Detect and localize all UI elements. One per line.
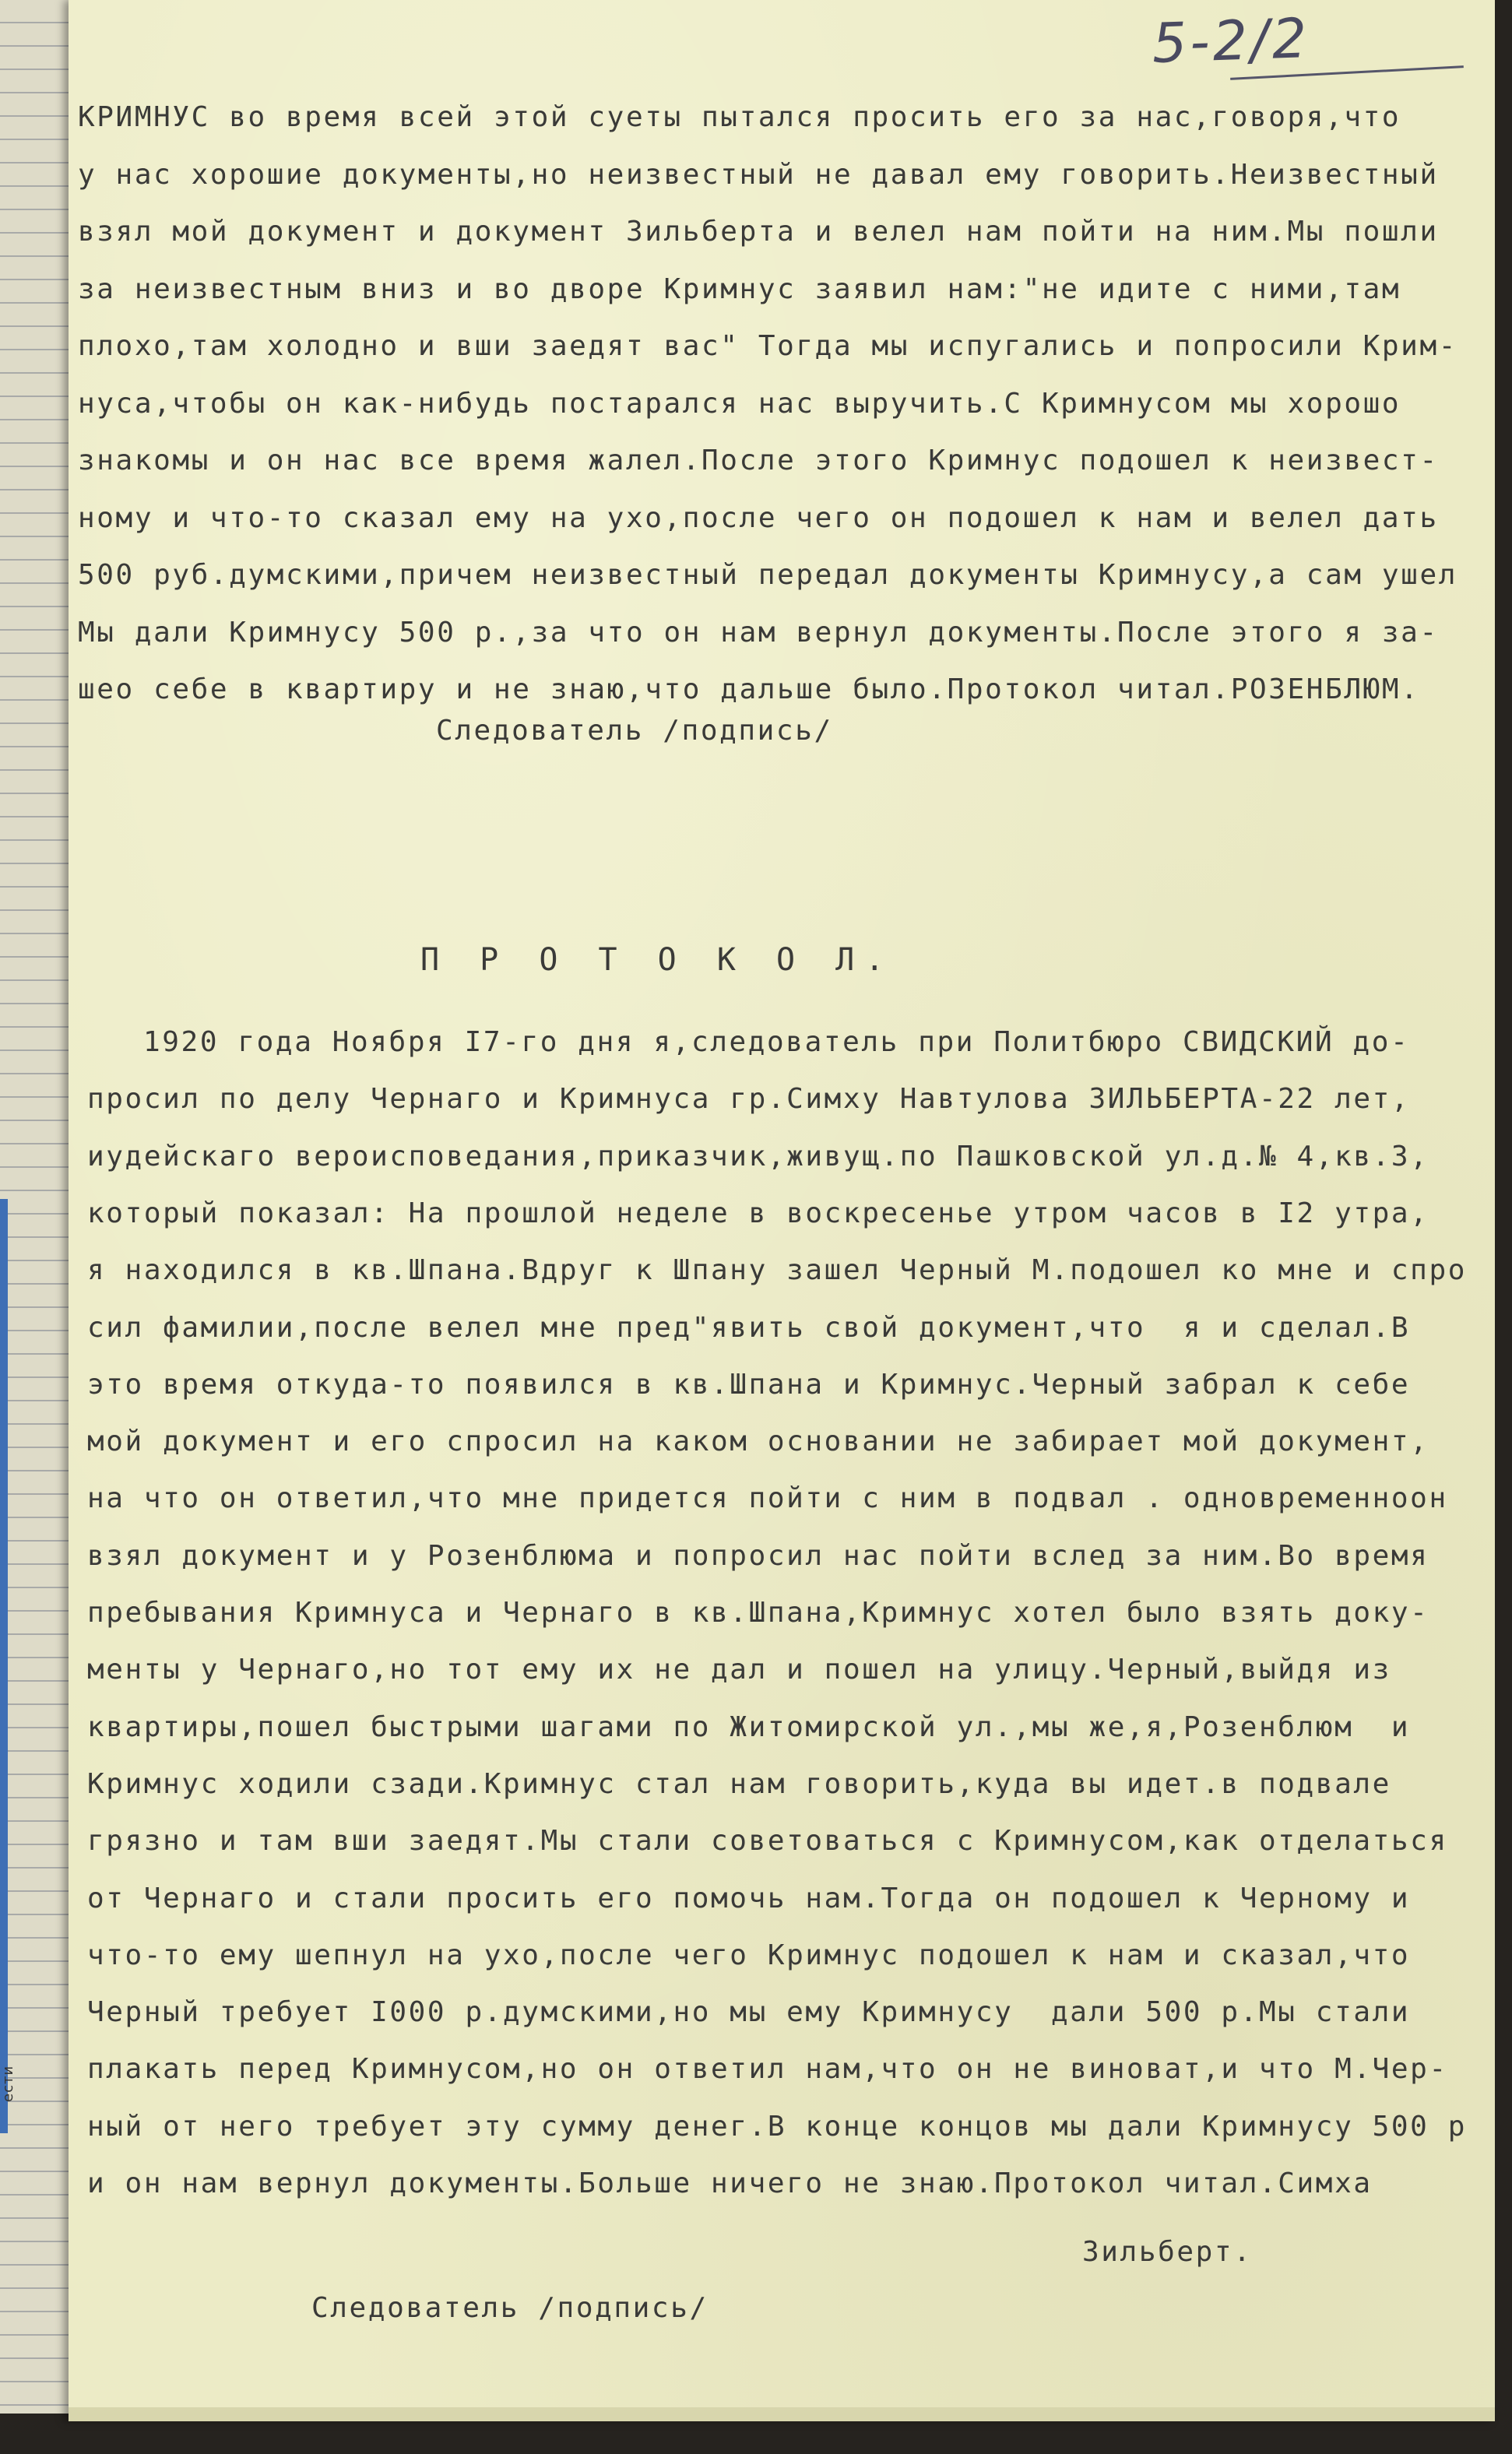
typed-line: КРИМНУС во время всей этой суеты пытался просить его за нас,говоря,что [78,101,1401,133]
typed-line: который показал: На прошлой неделе в воскресенье утром часов в I2 утра, [87,1197,1429,1229]
typed-line: на что он ответил,что мне придется пойти с ним в подвал . одновременноон [87,1482,1448,1515]
witness-name-closing: Зильберт. [1082,2236,1253,2268]
typed-line: ному и что-то сказал ему на ухо,после чего он подошел к нам и велел дать [78,501,1439,534]
typed-line: Черный требует I000 р.думскими,но мы ему Кримнусу дали 500 р.Мы стали [87,1996,1411,2029]
typed-line: у нас хорошие документы,но неизвестный не давал ему говорить.Неизвестный [78,158,1439,191]
typed-line: за неизвестным вниз и во дворе Кримнус заявил нам:"не идите с ними,там [78,272,1401,305]
typed-line: Кримнус ходили сзади.Кримнус стал нам говорить,куда вы идет.в подвале [87,1767,1391,1800]
typed-line: знакомы и он нас все время жалел.После этого Кримнус подошел к неизвест- [78,445,1439,476]
typed-line: и он нам вернул документы.Больше ничего не знаю.Протокол читал.Симха [87,2167,1373,2199]
typed-line: сил фамилии,после велел мне пред"явить свой документ,что я и сделал.В [87,1311,1411,1344]
protocol-heading: П Р О Т О К О Л. [420,942,895,978]
typed-line: менты у Чернаго,но тот ему их не дал и пошел на улицу.Черный,выйдя из [87,1654,1391,1686]
typed-line: 1920 года Ноября I7-го дня я,следователь при Политбюро СВИДСКИЙ до- [143,1026,1410,1058]
typed-line: грязно и там вши заедят.Мы стали советоваться с Кримнусом,как отделаться [87,1825,1448,1858]
typed-line: пребывания Кримнуса и Чернаго в кв.Шпана,Кримнус хотел было взять доку- [87,1597,1429,1629]
typed-line: шео себе в квартиру и не знаю,что дальше было.Протокол читал.РОЗЕНБЛЮМ. [78,673,1420,705]
typed-line: от Чернаго и стали просить его помочь нам.Тогда он подошел к Черному и [87,1882,1411,1914]
typed-line: я находился в кв.Шпана.Вдруг к Шпану зашел Черный М.подошел ко мне и спро [87,1254,1467,1287]
blue-binding-strip [0,1199,8,2133]
typed-line: Мы дали Кримнусу 500 р.,за что он нам вернул документы.После этого я за- [78,616,1439,649]
typed-line: мой документ и его спросил на каком основании не забирает мой документ, [87,1426,1429,1458]
typed-line: плакать перед Кримнусом,но он ответил нам,что он не виноват,и что М.Чер- [87,2053,1448,2086]
underlying-page-text: ести [0,2065,16,2102]
investigator-signature-line-1: Следователь /подпись/ [436,715,833,747]
typed-line: нуса,чтобы он как-нибудь постарался нас выручить.С Кримнусом мы хорошо [78,387,1401,420]
typed-line: ный от него требует эту сумму денег.В конце концов мы дали Кримнусу 500 р [87,2110,1467,2143]
handwritten-page-number: 5-2/2 [1151,5,1311,76]
typed-line: 500 руб.думскими,причем неизвестный передал документы Кримнусу,а сам ушел [78,559,1457,591]
sheet-bottom-edge [69,2407,1495,2421]
typed-line: просил по делу Чернаго и Кримнуса гр.Симху Навтулова ЗИЛЬБЕРТА-22 лет, [87,1083,1411,1116]
typed-line: иудейскаго вероисповедания,приказчик,живущ.по Пашковской ул.д.№ 4,кв.3, [87,1140,1429,1173]
typed-line: это время откуда-то появился в кв.Шпана и Кримнус.Черный забрал к себе [87,1368,1411,1401]
typed-line: квартиры,пошел быстрыми шагами по Житомирской ул.,мы же,я,Розенблюм и [87,1710,1411,1743]
typed-line: взял документ и у Розенблюма и попросил нас пойти вслед за ним.Во время [87,1539,1429,1572]
investigator-signature-line-2: Следователь /подпись/ [311,2292,709,2324]
typed-line: что-то ему шепнул на ухо,после чего Кримнус подошел к нам и сказал,что [87,1939,1411,1971]
typed-line: взял мой документ и документ Зильберта и велел нам пойти на ним.Мы пошли [78,216,1439,248]
typed-line: плохо,там холодно и вши заедят вас" Тогда мы испугались и попросили Крим- [78,330,1457,362]
